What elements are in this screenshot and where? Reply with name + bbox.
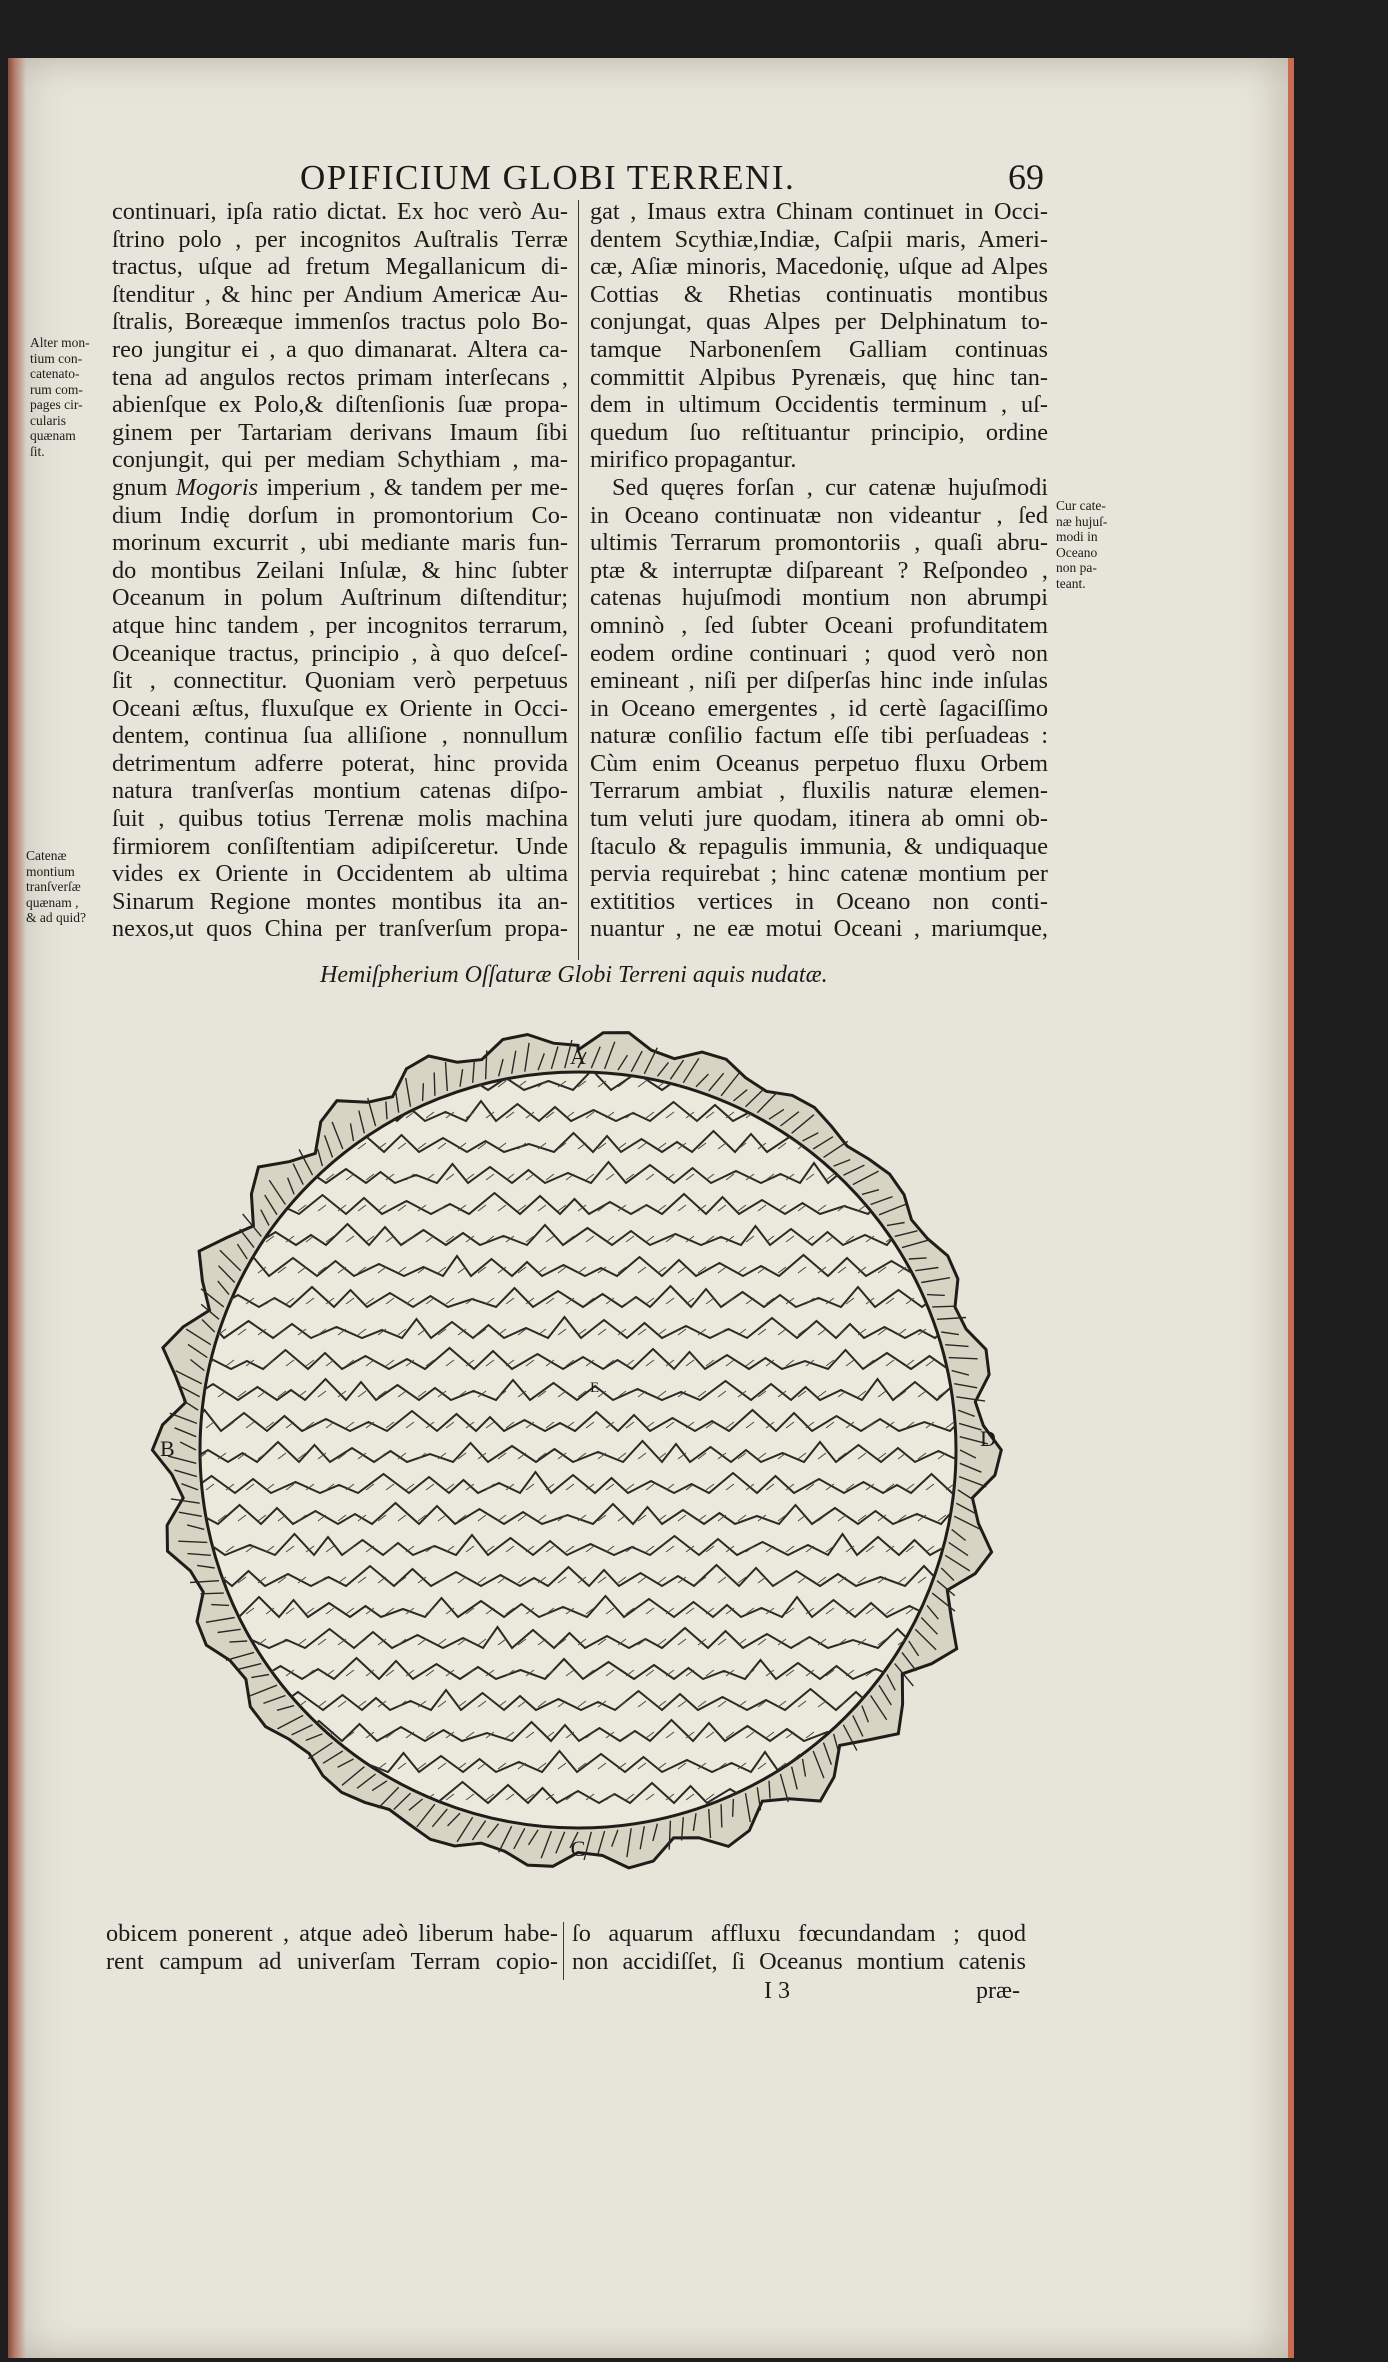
text-line: Sed quęres forſan , cur catenæ hujuſmodi [612, 473, 1048, 501]
text-line: mirifico propagantur. [590, 446, 797, 474]
margin-note-line: quænam , [26, 894, 79, 910]
text-line: ultimis Terrarum promontoriis , quaſi abru- [590, 529, 1048, 557]
text-line: continuari, ipſa ratio dictat. Ex hoc verò Au- [112, 198, 568, 225]
margin-note-3 [1056, 498, 1107, 591]
text-line: gnum Mogoris imperium , & tandem per me- [112, 473, 569, 501]
hemisphere-woodcut [148, 1020, 1008, 1880]
text-line: detrimentum adferre poterat, hinc provida [112, 749, 568, 777]
text-line: tum veluti jure quodam, itinera ab omni ob- [590, 805, 1048, 833]
margin-note-line: teant. [1056, 575, 1086, 591]
text-line: conjungat, quas Alpes per Delphinatum to- [590, 308, 1048, 336]
figure-caption: Hemiſpherium Oſſaturæ Globi Terreni aquis nudatæ. [320, 962, 828, 988]
text-line: dentem Scythiæ,Indiæ, Caſpii maris, Ameri- [590, 225, 1048, 253]
text-line: eodem ordine continuari ; quod verò non [590, 639, 1048, 667]
margin-note-line: Oceano [1056, 544, 1098, 560]
text-line: ſo aquarum affluxu fœcundandam ; quod [572, 1920, 1026, 1947]
label-c: C [570, 1836, 586, 1861]
margin-note-2 [26, 848, 86, 926]
label-a: A [570, 1044, 586, 1069]
bottom-right-text [572, 1920, 1026, 1975]
text-line: ſit , connectitur. Quoniam verò perpetuus [112, 667, 568, 695]
text-line: conjungit, qui per mediam Schythiam , ma- [112, 446, 568, 474]
signature-mark: I 3 [764, 1978, 790, 2004]
label-d: D [980, 1426, 996, 1451]
text-line: Sinarum Regione montes montibus ita an- [112, 887, 568, 915]
text-line: emineant , niſi per diſperſas hinc inde inſulas [590, 667, 1048, 695]
margin-note-line: quænam [30, 428, 76, 443]
margin-note-line: Cur cate- [1056, 498, 1106, 513]
text-line: in Oceano continuatæ non videantur , ſed [590, 501, 1048, 529]
text-line: firmiorem conſiſtentiam adipiſceretur. Unde [112, 832, 568, 860]
bottom-left-text [106, 1920, 558, 1975]
text-line: reo jungitur ei , a quo dimanarat. Altera ca- [112, 335, 568, 363]
text-line: morinum excurrit , ubi mediante maris fun- [112, 529, 568, 557]
text-line: ſtenditur , & hinc per Andium Americæ Au- [112, 280, 568, 308]
text-line: ſtaculo & repagulis immunia, & undiquaque [590, 832, 1048, 860]
page-gutter [8, 58, 26, 2358]
margin-note-line: & ad quid? [26, 910, 86, 925]
margin-note-line: ſit. [30, 443, 45, 459]
text-line: abienſque ex Polo,& diſtenſionis ſuæ propa- [112, 391, 568, 419]
text-line: Oceani æſtus, fluxuſque ex Oriente in Occi- [112, 694, 568, 722]
catchword: præ- [976, 1978, 1020, 2004]
text-line: dem in ultimum Occidentis terminum , uſ- [590, 391, 1048, 419]
text-line: rent campum ad univerſam Terram copio- [106, 1947, 558, 1975]
text-line: nuantur , ne eæ motui Oceani , mariumque, [590, 915, 1048, 943]
margin-note-line: non pa- [1056, 560, 1097, 575]
text-line: do montibus Zeilani Inſulæ, & hinc ſubter [112, 556, 568, 584]
text-line: atque hinc tandem , per incognitos terrarum, [112, 611, 568, 639]
text-line: committit Alpibus Pyrenæis, quę hinc tan- [590, 363, 1048, 391]
running-title: OPIFICIUM GLOBI TERRENI. [300, 158, 796, 197]
text-line: nexos,ut quos China per tranſverſum propa- [112, 915, 568, 943]
label-b: B [160, 1436, 175, 1461]
label-e: E [590, 1380, 600, 1396]
text-line: obicem ponerent , atque adeò liberum habe- [106, 1920, 558, 1947]
margin-note-line: modi in [1056, 529, 1098, 544]
text-line: ptæ & interruptæ diſpareant ? Reſpondeo , [590, 556, 1048, 584]
text-line: Oceanique tractus, principio , à quo deſceſ- [112, 639, 568, 667]
margin-note-line: montium [26, 863, 75, 879]
text-line: ſtralis, Boreæque immenſos tractus polo Bo- [112, 308, 568, 336]
text-line: Cùm enim Oceanus perpetuo fluxu Orbem [590, 749, 1048, 777]
margin-note-1 [30, 335, 90, 459]
margin-note-line: cularis [30, 412, 66, 428]
text-line: ginem per Tartariam derivans Imaum ſibi [112, 418, 568, 446]
right-text-column [590, 198, 1048, 943]
text-line: pervia requirebat ; hinc catenæ montium per [590, 860, 1048, 888]
margin-note-line: catenato- [30, 366, 80, 381]
text-line: tamque Narbonenſem Galliam continuas [590, 335, 1048, 363]
text-line: in Oceano emergentes , id certè ſagaciſſimo [590, 694, 1048, 722]
margin-note-line: tium con- [30, 350, 83, 366]
margin-note-line: tranſverſæ [26, 879, 81, 894]
margin-note-line: rum com- [30, 381, 83, 397]
text-line: dentem, continua ſua alliſione , nonnullum [112, 722, 568, 750]
text-line: Oceanum in polum Auſtrinum diſtenditur; [112, 584, 568, 612]
text-line: tena ad angulos rectos primam interſecans , [112, 363, 568, 391]
bottom-column-divider [563, 1922, 564, 1980]
text-line: vides ex Oriente in Occidentem ab ultima [112, 860, 568, 888]
margin-note-line: næ hujuſ- [1056, 513, 1108, 529]
text-line: naturæ conſilio factum eſſe tibi perſuadeas : [590, 722, 1048, 750]
hemisphere-figure [148, 1020, 1008, 1880]
globe-disc [200, 1072, 956, 1828]
text-line: natura tranſverſas montium catenas diſpo- [112, 777, 568, 805]
margin-note-line: pages cir- [30, 397, 83, 412]
margin-note-line: Alter mon- [30, 335, 90, 350]
left-text-column [112, 198, 568, 943]
page-number: 69 [1008, 157, 1044, 197]
text-line: cæ, Aſiæ minoris, Macedonię, uſque ad Alpes [590, 253, 1048, 281]
text-line: dium Indię dorſum in promontorium Co- [112, 501, 568, 529]
text-line: extititios vertices in Oceano non conti- [590, 887, 1048, 915]
text-line: tractus, uſque ad fretum Megallanicum di- [112, 253, 568, 281]
margin-note-line: Catenæ [26, 848, 67, 863]
text-line: Terrarum ambiat , fluxilis naturæ elemen- [590, 777, 1048, 805]
text-line: quedum ſuo reſtituantur principio, ordine [590, 418, 1048, 446]
text-line: Cottias & Rhetias continuatis montibus [590, 280, 1048, 308]
column-divider [578, 200, 579, 960]
text-line: omninò , ſed ſubter Oceani profunditatem [590, 611, 1048, 639]
text-line: ſuit , quibus totius Terrenæ molis machina [112, 805, 568, 833]
text-line: ſtrino polo , per incognitos Auſtralis Terræ [112, 225, 568, 253]
text-line: gat , Imaus extra Chinam continuet in Occi- [590, 198, 1048, 225]
text-line: non accidiſſet, ſi Oceanus montium catenis [572, 1947, 1026, 1975]
text-line: catenas hujuſmodi montium non abrumpi [590, 584, 1048, 612]
